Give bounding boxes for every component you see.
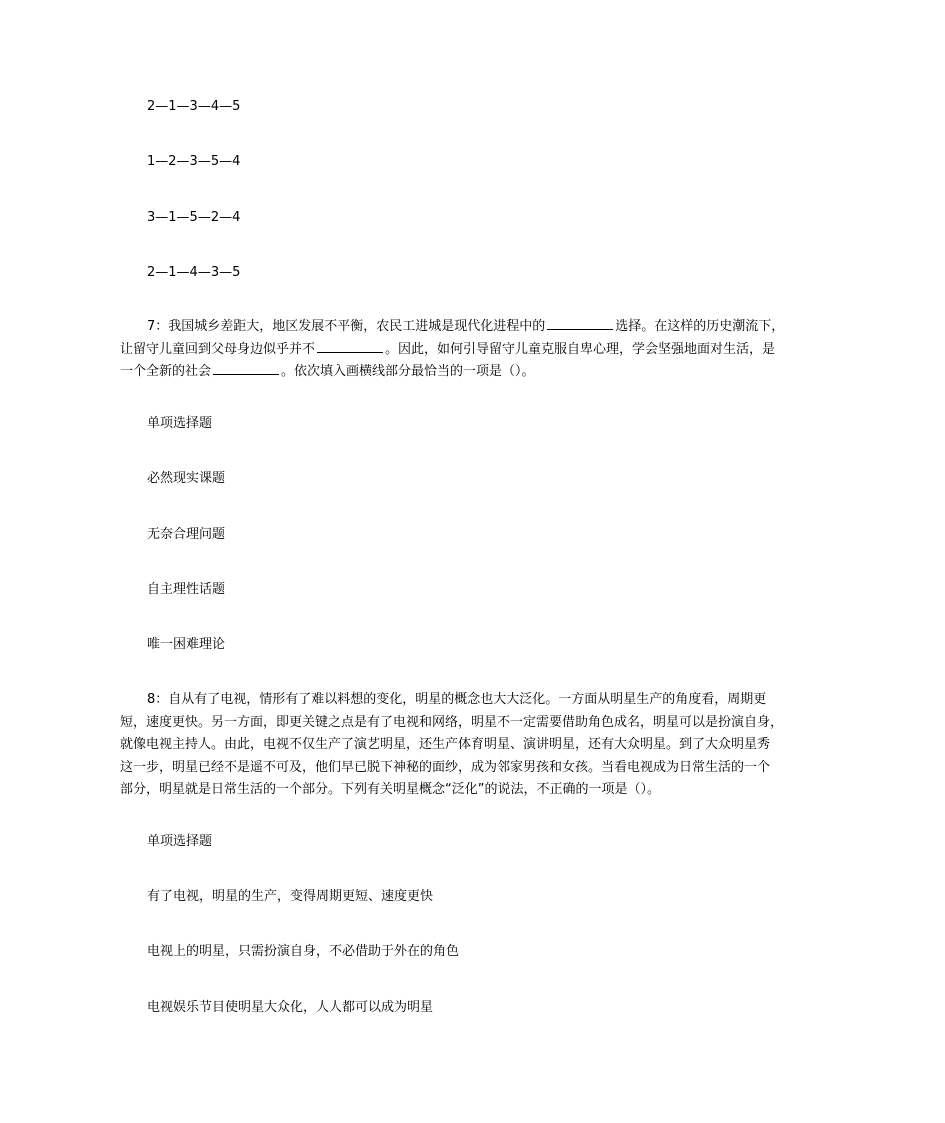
q7-row-3	[120, 361, 837, 384]
q6-option-4: 2—1—4—3—5	[147, 265, 241, 280]
q7-row-1-start: 7：我国城乡差距大，地区发展不平衡，农民工进城是现代化进程中的	[147, 319, 546, 334]
q7-blank-2	[317, 340, 383, 353]
q8-option-2: 电视上的明星，只需扮演自身，不必借助于外在的角色	[147, 944, 460, 959]
q7-option-3: 自主理性话题	[147, 582, 226, 597]
q7-row-2-start: 让留守儿童回到父母身边似乎并不	[120, 341, 316, 357]
q6-option-1: 2—1—3—4—5	[147, 99, 241, 114]
q7-row-2-end: 。因此，如何引导留守儿童克服自卑心理，学会坚强地面对生活，是	[385, 341, 776, 357]
q7-row-3-end: 。依次填入画横线部分最恰当的一项是（）。	[281, 364, 535, 379]
q7-question-text	[120, 316, 837, 384]
q8-row-5: 部分，明星就是日常生活的一个部分。下列有关明星概念“泛化”的说法，不正确的一项是（）。	[120, 782, 660, 797]
q6-option-2: 1—2—3—5—4	[147, 154, 241, 169]
q8-option-1: 有了电视，明星的生产，变得周期更短、速度更快	[147, 889, 434, 904]
q8-row-1: 8：自从有了电视，情形有了难以料想的变化，明星的概念也大大泛化。一方面从明星生产的角度看，周期更	[147, 692, 767, 707]
q8-question-text	[120, 689, 837, 802]
q7-row-3-start: 一个全新的社会	[120, 364, 212, 379]
q7-option-1: 必然现实课题	[147, 471, 226, 486]
q7-option-4: 唯一困难理论	[147, 637, 226, 652]
q7-question-type: 单项选择题	[147, 416, 213, 431]
q8-row-2: 短，速度更快。另一方面，即更关键之点是有了电视和网络，明星不一定需要借助角色成名，明星可以是扮演自身，	[120, 714, 784, 730]
q8-question-type: 单项选择题	[147, 834, 213, 849]
q8-row-3: 就像电视主持人。由此，电视不仅生产了演艺明星，还生产体育明星、演讲明星，还有大众明星。到了大众明星秀	[120, 737, 771, 752]
q6-option-3: 3—1—5—2—4	[147, 210, 241, 225]
q7-row-2	[120, 339, 837, 362]
q7-blank-1	[547, 317, 613, 330]
q7-row-1	[147, 316, 837, 339]
q7-row-1-end: 选择。在这样的历史潮流下，	[615, 319, 785, 334]
q8-row-4: 这一步，明星已经不是遥不可及，他们早已脱下神秘的面纱，成为邻家男孩和女孩。当看电视成为日常生活的一个	[120, 759, 771, 775]
q7-blank-3	[213, 362, 279, 375]
q7-option-2: 无奈合理问题	[147, 527, 226, 542]
q8-option-3: 电视娱乐节目使明星大众化，人人都可以成为明星	[147, 1000, 434, 1015]
